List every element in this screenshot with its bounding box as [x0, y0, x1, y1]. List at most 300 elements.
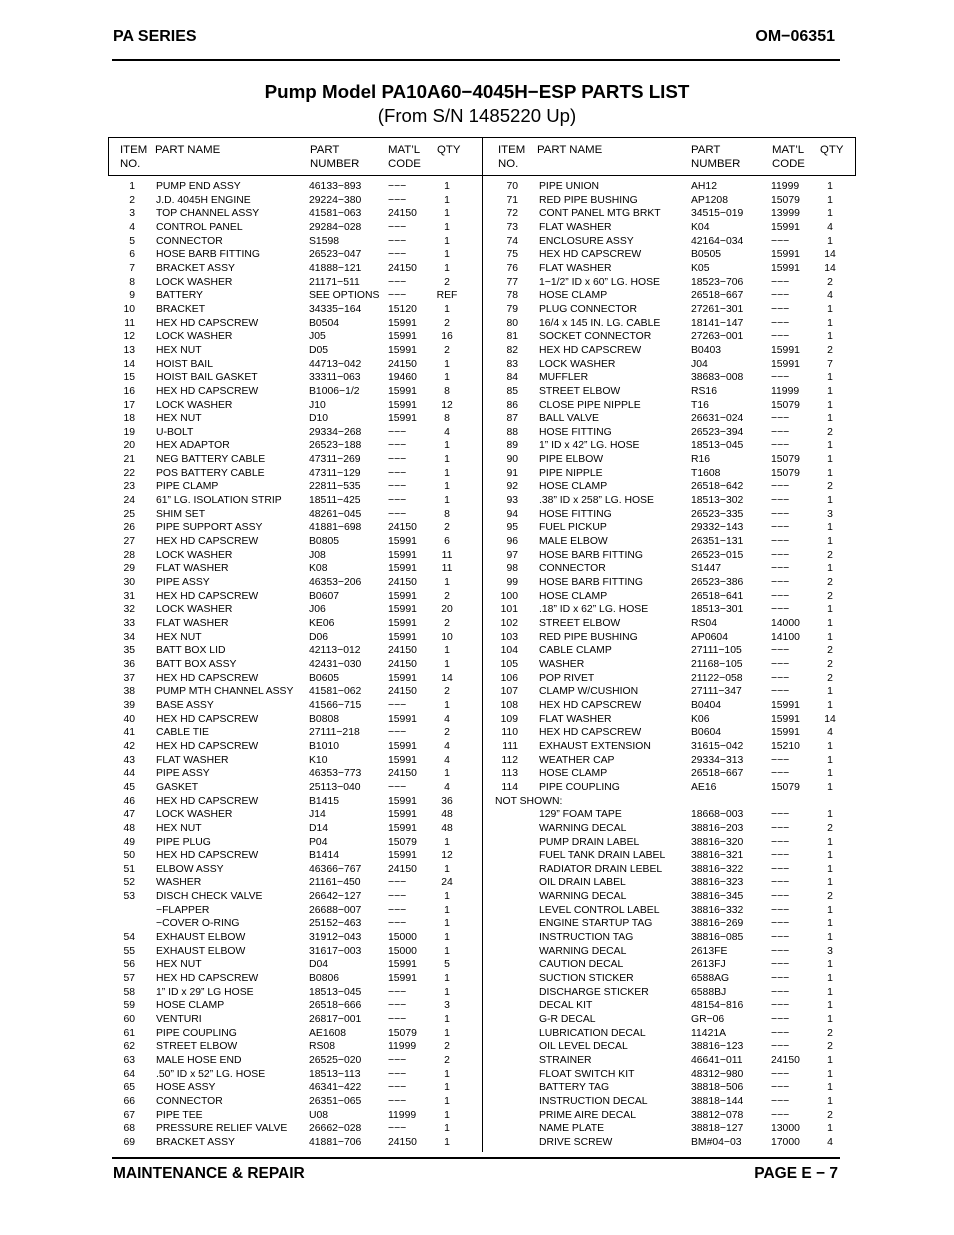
table-row — [482, 603, 856, 617]
part-number: 38816−123 — [691, 1041, 744, 1053]
part-number: 48312−980 — [691, 1068, 744, 1080]
not-shown-row — [482, 822, 856, 836]
quantity: 1 — [827, 454, 833, 466]
item-number: 37 — [123, 672, 135, 684]
part-name: PIPE COUPLING — [539, 781, 620, 793]
table-row — [482, 453, 856, 467]
item-number: 90 — [506, 454, 518, 466]
material-code: −−− — [388, 918, 407, 930]
material-code: 15991 — [388, 973, 417, 985]
quantity: 1 — [827, 467, 833, 479]
quantity: 4 — [444, 781, 450, 793]
part-name: PIPE COUPLING — [156, 1027, 237, 1039]
material-code: −−− — [388, 727, 407, 739]
part-name: PIPE SUPPORT ASSY — [156, 522, 263, 534]
material-code: −−− — [771, 822, 790, 834]
document-number: OM−06351 — [755, 28, 835, 45]
part-name: HOSE FITTING — [539, 426, 612, 438]
material-code: 15000 — [388, 945, 417, 957]
table-row — [482, 399, 856, 413]
material-code: 15991 — [388, 385, 417, 397]
quantity: 2 — [444, 686, 450, 698]
table-row — [108, 726, 482, 740]
part-name: PLUG CONNECTOR — [539, 303, 637, 315]
part-number: D10 — [309, 413, 329, 425]
part-number: 21168−105 — [691, 658, 743, 670]
table-row — [108, 1109, 482, 1123]
material-code: −−− — [771, 317, 790, 329]
parts-list-right-column — [482, 180, 856, 1150]
part-name: CLOSE PIPE NIPPLE — [539, 399, 641, 411]
part-number: 31617−003 — [309, 945, 362, 957]
quantity: 1 — [827, 536, 833, 548]
material-code: 15991 — [388, 959, 417, 971]
part-number: 47311−129 — [309, 467, 361, 479]
part-number: B0605 — [309, 672, 340, 684]
part-name: MALE ELBOW — [539, 536, 608, 548]
quantity: 1 — [444, 495, 450, 507]
part-name: WEATHER CAP — [539, 754, 615, 766]
material-code: 24150 — [388, 577, 417, 589]
part-number: 18141−147 — [691, 317, 744, 329]
item-number: 7 — [129, 262, 135, 274]
material-code: 15991 — [388, 809, 417, 821]
part-name: FLAT WASHER — [156, 754, 229, 766]
part-name: U-BOLT — [156, 426, 194, 438]
material-code: 15120 — [388, 303, 417, 315]
quantity: 4 — [827, 1136, 833, 1148]
part-name: INSTRUCTION DECAL — [539, 1095, 648, 1107]
material-code: −−− — [388, 235, 407, 247]
item-number: 3 — [129, 208, 135, 220]
not-shown-row — [482, 1054, 856, 1068]
page-title: Pump Model PA10A60−4045H−ESP PARTS LIST — [264, 81, 690, 102]
item-number: 44 — [123, 768, 135, 780]
quantity: 1 — [827, 440, 833, 452]
part-number: 41881−706 — [309, 1136, 362, 1148]
sub-item-row — [108, 917, 482, 931]
part-name: 1” ID x 42” LG. HOSE — [539, 440, 640, 452]
part-number: 18513−045 — [691, 440, 744, 452]
table-row — [108, 1095, 482, 1109]
table-row — [108, 876, 482, 890]
page-subtitle: (From S/N 1485220 Up) — [377, 105, 577, 126]
table-row — [108, 276, 482, 290]
part-number: 21171−511 — [309, 276, 360, 288]
item-number: 62 — [123, 1041, 135, 1053]
col-label: PART — [310, 144, 340, 156]
part-number: K04 — [691, 221, 710, 233]
quantity: 1 — [827, 877, 833, 889]
part-number: D14 — [309, 822, 329, 834]
col-label: CODE — [772, 158, 805, 170]
quantity: 2 — [827, 549, 833, 561]
part-name: POS BATTERY CABLE — [156, 467, 265, 479]
part-number: 18511−425 — [309, 495, 361, 507]
part-number: 26523−015 — [691, 549, 744, 561]
quantity: 1 — [444, 467, 450, 479]
part-number: 26523−047 — [309, 249, 362, 261]
col-label: ITEM — [120, 144, 148, 156]
table-row — [482, 385, 856, 399]
part-number: 21161−450 — [309, 877, 361, 889]
part-number: J06 — [309, 604, 326, 616]
part-name: PIPE ASSY — [156, 577, 210, 589]
table-row — [108, 795, 482, 809]
not-shown-row — [482, 890, 856, 904]
table-row — [482, 494, 856, 508]
page-number: PAGE E − 7 — [754, 1165, 838, 1182]
footer-rule — [112, 1157, 840, 1159]
item-number: 98 — [506, 563, 518, 575]
material-code: −−− — [771, 809, 790, 821]
item-number: 29 — [123, 563, 135, 575]
part-name: LOCK WASHER — [539, 358, 616, 370]
part-number: 38812−078 — [691, 1109, 744, 1121]
table-row — [482, 276, 856, 290]
quantity: 1 — [444, 181, 450, 192]
part-name: SHIM SET — [156, 508, 206, 520]
material-code: −−− — [771, 303, 790, 315]
table-row — [108, 945, 482, 959]
material-code: −−− — [771, 918, 790, 930]
table-row — [482, 590, 856, 604]
part-number: 29284−028 — [309, 221, 362, 233]
item-number: 54 — [123, 932, 135, 944]
part-name: ELBOW ASSY — [156, 863, 224, 875]
material-code: −−− — [388, 467, 407, 479]
not-shown-row — [482, 836, 856, 850]
part-name: FLAT WASHER — [539, 221, 612, 233]
col-label: PART NAME — [537, 144, 603, 156]
material-code: −−− — [771, 836, 790, 848]
part-name: BATT BOX LID — [156, 645, 226, 657]
quantity: 1 — [827, 973, 833, 985]
part-name: HEX HD CAPSCREW — [156, 740, 259, 752]
not-shown-row — [482, 945, 856, 959]
part-number: J04 — [691, 358, 708, 370]
part-number: 46366−767 — [309, 863, 362, 875]
part-name: FLOAT SWITCH KIT — [539, 1068, 635, 1080]
quantity: 4 — [444, 426, 450, 438]
part-number: J10 — [309, 399, 326, 411]
table-row — [108, 439, 482, 453]
material-code: 24150 — [388, 208, 417, 220]
material-code: −−− — [388, 481, 407, 493]
table-row — [108, 958, 482, 972]
left-col-part-number-header — [310, 143, 359, 171]
quantity: 2 — [444, 727, 450, 739]
part-number: 26518−642 — [691, 481, 744, 493]
part-name: 1” ID x 29” LG HOSE — [156, 986, 254, 998]
part-number: 38816−345 — [691, 891, 744, 903]
material-code: 15991 — [388, 549, 417, 561]
part-name: BATT BOX ASSY — [156, 658, 237, 670]
table-row — [482, 685, 856, 699]
item-number: 22 — [123, 467, 135, 479]
part-name: STREET ELBOW — [539, 618, 621, 629]
part-name: BATTERY TAG — [539, 1082, 610, 1094]
quantity: 1 — [827, 1123, 833, 1135]
table-row — [108, 399, 482, 413]
col-label: NUMBER — [691, 158, 741, 170]
part-number: B0607 — [309, 590, 340, 602]
part-number: 44713−042 — [309, 358, 362, 370]
part-name: BRACKET ASSY — [156, 1136, 235, 1148]
material-code: 24150 — [388, 262, 417, 274]
part-number: 25113−040 — [309, 781, 361, 793]
quantity: 1 — [444, 372, 450, 384]
quantity: 1 — [827, 317, 833, 329]
part-number: 31912−043 — [309, 932, 362, 944]
part-name: CONT PANEL MTG BRKT — [539, 208, 661, 220]
material-code: 15079 — [771, 454, 800, 466]
quantity: 2 — [827, 590, 833, 602]
part-number: J14 — [309, 809, 326, 821]
item-number: 106 — [500, 672, 518, 684]
part-number: AP1208 — [691, 194, 728, 206]
material-code: 13999 — [771, 208, 800, 220]
material-code: −−− — [388, 454, 407, 466]
part-number: B0403 — [691, 344, 722, 356]
part-number: 18513−045 — [309, 986, 362, 998]
left-col-qty-header — [437, 143, 460, 157]
table-row — [482, 576, 856, 590]
quantity: 1 — [444, 454, 450, 466]
material-code: 19460 — [388, 372, 417, 384]
quantity: 1 — [444, 235, 450, 247]
quantity: 1 — [827, 836, 833, 848]
not-shown-row — [482, 972, 856, 986]
not-shown-row — [482, 986, 856, 1000]
part-name: HEX NUT — [156, 413, 202, 425]
material-code: 15991 — [771, 358, 800, 370]
quantity: 1 — [444, 249, 450, 261]
part-name: LEVEL CONTROL LABEL — [539, 904, 660, 916]
quantity: 1 — [827, 208, 833, 220]
quantity: 1 — [444, 1014, 450, 1026]
part-name: FUEL PICKUP — [539, 522, 607, 534]
part-number: 38818−506 — [691, 1082, 744, 1094]
part-name: CONNECTOR — [156, 1095, 223, 1107]
part-number: 27111−105 — [691, 645, 742, 657]
table-row — [482, 180, 856, 194]
quantity: 1 — [827, 699, 833, 711]
quantity: 1 — [827, 399, 833, 411]
quantity: 2 — [444, 590, 450, 602]
part-name: HEX HD CAPSCREW — [539, 249, 642, 261]
table-row — [108, 453, 482, 467]
item-number: 10 — [123, 303, 135, 315]
part-number: 42113−012 — [309, 645, 361, 657]
item-number: 5 — [129, 235, 135, 247]
quantity: 1 — [827, 235, 833, 247]
part-name: PRESSURE RELIEF VALVE — [156, 1123, 288, 1135]
item-number: 93 — [506, 495, 518, 507]
material-code: −−− — [771, 440, 790, 452]
table-row — [108, 699, 482, 713]
material-code: 15991 — [388, 344, 417, 356]
table-row — [108, 808, 482, 822]
part-number: B0505 — [691, 249, 722, 261]
part-name: HOSE CLAMP — [539, 481, 608, 493]
item-number: 102 — [500, 618, 518, 629]
material-code: −−− — [388, 1095, 407, 1107]
material-code: 13000 — [771, 1123, 800, 1135]
part-name: HEX HD CAPSCREW — [156, 973, 259, 985]
item-number: 73 — [506, 221, 518, 233]
part-name: HOSE CLAMP — [539, 290, 608, 302]
quantity: 1 — [827, 850, 833, 862]
not-shown-row — [482, 931, 856, 945]
part-name: HOSE CLAMP — [156, 1000, 225, 1012]
table-row — [482, 699, 856, 713]
material-code: −−− — [388, 1068, 407, 1080]
table-row — [108, 371, 482, 385]
part-name: HOSE CLAMP — [539, 768, 608, 780]
part-number: B1414 — [309, 850, 340, 862]
part-number: 31615−042 — [691, 740, 744, 752]
parts-list-left-column — [108, 180, 482, 1150]
part-name: RADIATOR DRAIN LEBEL — [539, 863, 663, 875]
table-row — [482, 262, 856, 276]
quantity: 2 — [827, 822, 833, 834]
material-code: −−− — [771, 1041, 790, 1053]
part-number: 26518−667 — [691, 290, 744, 302]
item-number: 111 — [502, 740, 518, 752]
quantity: 4 — [444, 740, 450, 752]
material-code: −−− — [771, 986, 790, 998]
quantity: 1 — [827, 754, 833, 766]
part-name: DRIVE SCREW — [539, 1136, 613, 1148]
part-number: 42431−030 — [309, 658, 362, 670]
left-col-part-name-header — [155, 143, 220, 157]
table-row — [482, 562, 856, 576]
part-number: RS08 — [309, 1041, 335, 1053]
table-row — [108, 535, 482, 549]
col-label: CODE — [388, 158, 421, 170]
item-number: 108 — [500, 699, 518, 711]
material-code: −−− — [771, 426, 790, 438]
part-name: HEX HD CAPSCREW — [539, 727, 642, 739]
quantity: 1 — [444, 918, 450, 930]
not-shown-row — [482, 1013, 856, 1027]
quantity: 1 — [827, 385, 833, 397]
table-row — [108, 562, 482, 576]
material-code: 15991 — [388, 850, 417, 862]
table-row — [108, 289, 482, 303]
item-number: 87 — [506, 413, 518, 425]
table-row — [482, 317, 856, 331]
material-code: 24150 — [388, 768, 417, 780]
part-number: AP0604 — [691, 631, 728, 643]
part-name: HEX HD CAPSCREW — [156, 713, 259, 725]
material-code: 15991 — [771, 713, 800, 725]
part-name: HOSE FITTING — [539, 508, 612, 520]
table-row — [108, 836, 482, 850]
material-code: 11999 — [388, 1109, 417, 1121]
material-code: −−− — [771, 1109, 790, 1121]
not-shown-row — [482, 1040, 856, 1054]
part-number: 18513−302 — [691, 495, 744, 507]
part-number: 26642−127 — [309, 891, 362, 903]
material-code: −−− — [771, 495, 790, 507]
item-number: 101 — [500, 604, 518, 616]
table-row — [108, 890, 482, 904]
quantity: 1 — [827, 563, 833, 575]
quantity: 2 — [444, 1041, 450, 1053]
quantity: 1 — [444, 577, 450, 589]
part-name: G-R DECAL — [539, 1014, 596, 1026]
quantity: 1 — [827, 781, 833, 793]
not-shown-row — [482, 904, 856, 918]
table-row — [108, 781, 482, 795]
part-name: CONTROL PANEL — [156, 221, 243, 233]
table-row — [482, 358, 856, 372]
quantity: 2 — [827, 1041, 833, 1053]
table-row — [482, 289, 856, 303]
table-row — [108, 508, 482, 522]
material-code: 15079 — [388, 836, 417, 848]
item-number: 35 — [123, 645, 135, 657]
quantity: 2 — [444, 276, 450, 288]
material-code: −−− — [388, 1082, 407, 1094]
table-row — [108, 521, 482, 535]
part-name: HEX HD CAPSCREW — [156, 317, 259, 329]
part-name: HEX HD CAPSCREW — [156, 385, 259, 397]
item-number: 11 — [124, 317, 135, 329]
material-code: −−− — [771, 276, 790, 288]
table-row — [108, 194, 482, 208]
material-code: 15991 — [771, 727, 800, 739]
material-code: −−− — [388, 1014, 407, 1026]
item-number: 81 — [506, 331, 518, 343]
part-name: PIPE PLUG — [156, 836, 211, 848]
part-name: −COVER O-RING — [156, 918, 240, 930]
item-number: 24 — [123, 495, 135, 507]
item-number: 75 — [506, 249, 518, 261]
quantity: 2 — [444, 1055, 450, 1066]
item-number: 72 — [506, 208, 518, 220]
part-name: .38” ID x 258” LG. HOSE — [539, 495, 654, 507]
quantity: 3 — [827, 508, 833, 520]
col-label: NUMBER — [310, 158, 360, 170]
part-number: 26523−335 — [691, 508, 744, 520]
right-col-material-code-header — [772, 143, 805, 171]
not-shown-row — [482, 917, 856, 931]
part-number: 38818−127 — [691, 1123, 744, 1135]
material-code: 14000 — [771, 618, 800, 629]
table-row — [108, 426, 482, 440]
part-number: 42164−034 — [691, 235, 744, 247]
quantity: 1 — [827, 331, 833, 343]
material-code: 15991 — [388, 413, 417, 425]
item-number: 32 — [123, 604, 135, 616]
table-row — [482, 221, 856, 235]
table-row — [108, 576, 482, 590]
quantity: 1 — [444, 645, 450, 657]
quantity: 1 — [444, 836, 450, 848]
item-number: 61 — [123, 1027, 135, 1039]
material-code: −−− — [771, 686, 790, 698]
quantity: 2 — [444, 522, 450, 534]
item-number: 104 — [500, 645, 518, 657]
part-number: J08 — [309, 549, 326, 561]
material-code: −−− — [771, 577, 790, 589]
part-number: 26525−020 — [309, 1055, 362, 1066]
part-name: LOCK WASHER — [156, 549, 233, 561]
part-name: WARNING DECAL — [539, 945, 627, 957]
